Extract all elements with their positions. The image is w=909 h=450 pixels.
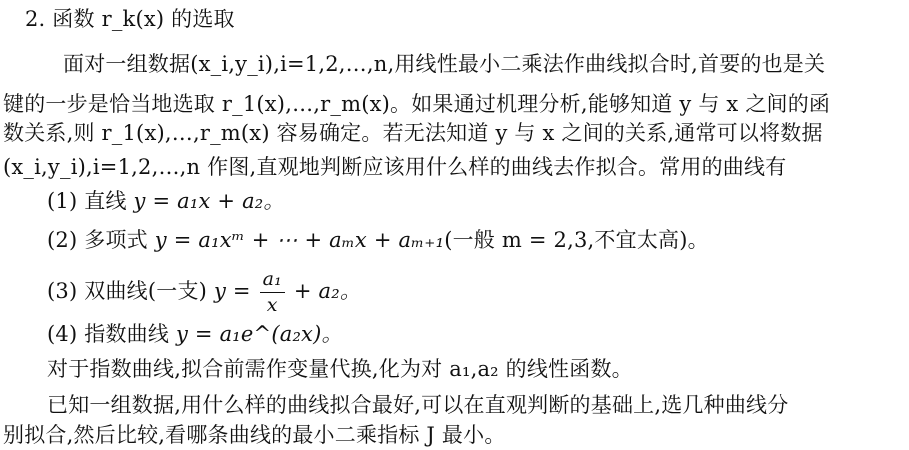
- item-note: (一般 m = 2,3,不宜太高)。: [444, 228, 709, 252]
- paragraph1-line4: (x_i,y_i),i=1,2,…,n 作图,直观地判断应该用什么样的曲线去作拟合。常用的曲线有: [3, 155, 787, 179]
- curve-item-exponential: [47, 319, 343, 349]
- item-number: (3): [47, 279, 78, 303]
- item-label: 指数曲线: [84, 322, 170, 346]
- fraction-denominator: x: [266, 294, 278, 316]
- item-formula: y = a₁x + a₂。: [133, 189, 285, 213]
- fraction-numerator: a₁: [260, 270, 285, 293]
- item-label: 直线: [84, 189, 127, 213]
- paragraph1-line3: 数关系,则 r_1(x),…,r_m(x) 容易确定。若无法知道 y 与 x 之间的关系,通常可以将数据: [3, 121, 823, 145]
- curve-item-hyperbola: [47, 270, 361, 315]
- paragraph1-line2: 键的一步是恰当地选取 r_1(x),…,r_m(x)。如果通过机理分析,能够知道 y 与 x 之间的函: [3, 92, 831, 116]
- item-label: 双曲线(一支): [84, 279, 208, 303]
- curve-item-line: [47, 186, 285, 216]
- paragraph2: 对于指数曲线,拟合前需作变量代换,化为对 a₁,a₂ 的线性函数。: [47, 357, 633, 381]
- item-formula: y = a₁e^(a₂x)。: [175, 322, 343, 346]
- formula-suffix: + a₂。: [293, 279, 362, 303]
- item-number: (4): [47, 322, 78, 346]
- item-label: 多项式: [84, 228, 148, 252]
- item-formula: y = a₁xᵐ + ⋯ + aₘx + aₘ₊₁: [154, 228, 445, 252]
- item-number: (2): [47, 228, 78, 252]
- curve-item-polynomial: [47, 225, 709, 255]
- formula-prefix: y =: [213, 279, 251, 303]
- fraction: [260, 270, 285, 315]
- heading-text: 2. 函数 r_k(x) 的选取: [25, 7, 235, 31]
- item-number: (1): [47, 189, 78, 213]
- paragraph3-line1: 已知一组数据,用什么样的曲线拟合最好,可以在直观判断的基础上,选几种曲线分: [47, 393, 789, 417]
- section-heading: [25, 4, 235, 34]
- paragraph1-line1: 面对一组数据(x_i,y_i),i=1,2,…,n,用线性最小二乘法作曲线拟合时,首要的也是关: [63, 52, 826, 76]
- paragraph3-line2: 别拟合,然后比较,看哪条曲线的最小二乘指标 J 最小。: [3, 423, 506, 447]
